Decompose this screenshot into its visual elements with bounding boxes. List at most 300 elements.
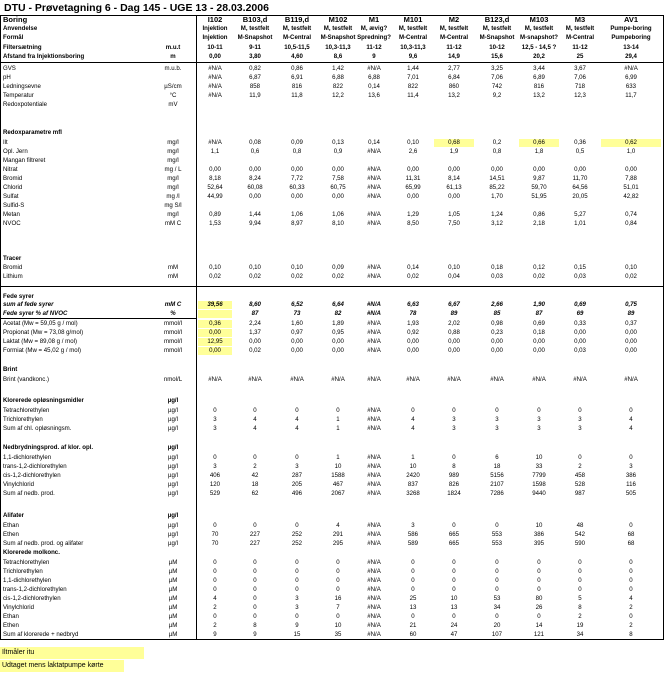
row-label: Sum af nedb. prod.: [3, 490, 55, 497]
table-cell: [319, 101, 357, 109]
table-cell: [561, 444, 599, 452]
table-cell: #N/A: [367, 531, 381, 538]
row-label: Chlorid: [3, 184, 23, 191]
table-cell: [601, 255, 661, 263]
table-cell: 0: [537, 407, 541, 414]
table-cell: 0: [411, 407, 415, 414]
table-cell: 6,67: [448, 301, 460, 308]
row-label: Bromid: [3, 175, 23, 182]
table-cell: 0,00: [198, 329, 232, 337]
table-cell: 68: [627, 531, 635, 538]
table-cell: #N/A: [367, 613, 381, 620]
table-cell: 0,88: [448, 329, 460, 336]
table-cell: [394, 549, 432, 557]
table-row: [1, 347, 664, 355]
table-cell: 11,4: [407, 92, 419, 99]
table-cell: #N/A: [367, 407, 381, 414]
table-cell: M, testfelt: [398, 25, 428, 32]
note-oxygen-meter: Iltmåler itu: [0, 647, 144, 659]
table-cell: 9-11: [249, 44, 261, 51]
row-unit: µg/l: [168, 481, 178, 488]
table-cell: M-Central: [565, 34, 595, 41]
table-cell: 0,18: [491, 264, 503, 271]
table-cell: [561, 202, 599, 210]
table-cell: 3: [629, 463, 633, 470]
table-cell: 39,56: [198, 301, 232, 309]
table-cell: 4: [295, 425, 299, 432]
table-cell: 0: [213, 577, 217, 584]
table-cell: 0: [411, 559, 415, 566]
table-cell: 4: [629, 416, 633, 423]
row-label: sum af fede syrer: [3, 301, 54, 308]
table-cell: 0,00: [407, 193, 419, 200]
table-cell: 20: [493, 622, 501, 629]
table-cell: 120: [209, 481, 221, 488]
table-cell: 2: [629, 622, 633, 629]
row-unit: µg/l: [168, 472, 178, 479]
table-cell: 78: [409, 310, 417, 317]
table-cell: [477, 293, 517, 301]
table-cell: 0: [253, 586, 257, 593]
table-cell: [357, 512, 391, 520]
table-cell: 7286: [490, 490, 504, 497]
table-cell: 89: [450, 310, 458, 317]
table-cell: [319, 512, 357, 520]
row-label: Ilt: [3, 139, 8, 146]
table-cell: 0,95: [332, 329, 344, 336]
row-label: Sum af nedb. prod. og alifater: [3, 540, 84, 547]
row-unit: mg/l: [167, 148, 179, 155]
table-cell: #N/A: [367, 463, 381, 470]
table-row: [1, 329, 664, 337]
row-unit: µM: [168, 604, 178, 611]
table-cell: 1,44: [249, 211, 261, 218]
table-cell: [519, 366, 559, 374]
table-cell: [357, 157, 391, 165]
table-cell: 64,56: [572, 184, 588, 191]
table-cell: 2107: [490, 481, 504, 488]
table-row: [1, 53, 664, 61]
table-cell: M-Snapshot: [237, 34, 273, 41]
table-cell: 0,00: [533, 166, 545, 173]
table-cell: 1,0: [626, 148, 636, 155]
table-cell: [278, 512, 316, 520]
row-label: Propionat (Mw = 73,08 g/mol): [3, 329, 84, 336]
table-cell: 2,02: [448, 320, 460, 327]
table-cell: 87: [251, 310, 259, 317]
table-cell: 6,88: [368, 74, 380, 81]
table-cell: 2067: [331, 490, 345, 497]
table-cell: 0: [253, 568, 257, 575]
table-cell: [477, 255, 517, 263]
table-cell: 467: [332, 481, 344, 488]
table-cell: 860: [448, 83, 460, 90]
table-cell: 8,6: [333, 53, 343, 60]
table-cell: 2: [578, 463, 582, 470]
table-cell: 0: [537, 613, 541, 620]
table-cell: [434, 512, 474, 520]
table-cell: 0: [495, 522, 499, 529]
row-unit: µM: [168, 622, 178, 629]
table-cell: 0: [629, 568, 633, 575]
table-cell: #N/A: [367, 586, 381, 593]
table-cell: 20,2: [533, 53, 545, 60]
table-cell: 0: [411, 568, 415, 575]
table-cell: 13: [409, 604, 417, 611]
row-label: NVOC: [3, 220, 21, 227]
table-cell: 6,64: [332, 301, 344, 308]
table-cell: 1,53: [209, 220, 221, 227]
table-cell: 51,95: [531, 193, 547, 200]
table-cell: 1598: [532, 481, 546, 488]
table-cell: [357, 129, 391, 137]
table-cell: [319, 129, 357, 137]
table-cell: 10: [535, 454, 543, 461]
row-unit: m.u.t: [165, 44, 181, 51]
table-cell: 816: [291, 83, 303, 90]
table-cell: [434, 549, 474, 557]
table-cell: 2,18: [533, 220, 545, 227]
table-cell: #N/A: [208, 139, 222, 146]
table-cell: M-Central: [439, 34, 469, 41]
table-cell: #N/A: [367, 472, 381, 479]
table-cell: [601, 157, 661, 165]
table-cell: 0: [629, 613, 633, 620]
row-unit: mM: [167, 264, 179, 271]
table-row: [1, 613, 664, 621]
table-cell: 0: [213, 613, 217, 620]
table-cell: 116: [626, 481, 636, 488]
table-cell: 0,00: [574, 329, 586, 336]
row-unit: mV: [168, 101, 178, 108]
table-cell: 0: [578, 454, 582, 461]
row-label: Anvendelse: [3, 25, 38, 32]
row-unit: µg/l: [168, 522, 178, 529]
table-cell: [434, 202, 474, 210]
table-cell: 0: [213, 522, 217, 529]
table-cell: 0,10: [448, 264, 460, 271]
table-cell: 0: [411, 613, 415, 620]
table-cell: 0: [452, 454, 456, 461]
table-cell: 0,00: [291, 338, 303, 345]
table-cell: [434, 444, 474, 452]
table-row: [1, 25, 664, 33]
table-row: [1, 293, 664, 301]
table-cell: 52,64: [207, 184, 223, 191]
table-cell: 1588: [331, 472, 345, 479]
row-label: Sum af chl. opløsningsm.: [3, 425, 72, 432]
table-cell: 0: [629, 407, 633, 414]
table-cell: 0,02: [332, 273, 344, 280]
table-cell: [477, 512, 517, 520]
row-label: cis-1,2-dichlorethylen: [3, 472, 61, 479]
row-unit: [151, 366, 195, 374]
table-cell: [235, 157, 275, 165]
table-cell: 989: [448, 472, 460, 479]
table-cell: [394, 202, 432, 210]
table-cell: [561, 397, 599, 405]
table-cell: [319, 157, 357, 165]
table-cell: 0,09: [291, 139, 303, 146]
table-cell: 0,23: [491, 329, 503, 336]
table-cell: [561, 255, 599, 263]
row-label: Nitrat: [3, 166, 18, 173]
table-cell: 0: [253, 522, 257, 529]
row-label: trans-1,2-dichlorethylen: [3, 463, 67, 470]
table-row: [1, 175, 664, 183]
table-cell: 0: [295, 577, 299, 584]
table-cell: 0: [578, 577, 582, 584]
table-cell: 742: [491, 83, 503, 90]
table-cell: 8,24: [249, 175, 261, 182]
table-cell: 61,13: [446, 184, 462, 191]
table-cell: [434, 157, 474, 165]
table-cell: 9: [372, 53, 376, 60]
table-cell: [198, 366, 232, 374]
table-cell: #N/A: [208, 376, 222, 383]
table-cell: 69: [576, 310, 584, 317]
table-cell: [561, 157, 599, 165]
table-row: [1, 444, 664, 452]
table-row: [1, 376, 664, 384]
row-unit: mmol/l: [164, 329, 182, 336]
table-cell: #N/A: [367, 604, 381, 611]
table-cell: 4,60: [291, 53, 303, 60]
table-cell: [235, 397, 275, 405]
table-cell: #N/A: [367, 310, 381, 317]
table-row: [1, 74, 664, 82]
table-cell: 2: [253, 463, 257, 470]
table-cell: 13-14: [623, 44, 639, 51]
table-cell: 1,1: [210, 148, 220, 155]
table-cell: [477, 101, 517, 109]
table-cell: Injektion: [202, 25, 228, 32]
table-cell: 9: [295, 622, 299, 629]
table-cell: #N/A: [367, 329, 381, 336]
table-cell: 82: [334, 310, 342, 317]
table-row: [1, 416, 664, 424]
row-label: Sulfat: [3, 193, 19, 200]
table-cell: 0,02: [291, 273, 303, 280]
table-row: [1, 65, 664, 73]
table-row: [1, 139, 664, 147]
table-cell: 6,89: [533, 74, 545, 81]
table-cell: 0: [213, 407, 217, 414]
table-cell: 0: [295, 454, 299, 461]
row-label: Metan: [3, 211, 20, 218]
row-label: Trichlorethylen: [3, 416, 43, 423]
table-cell: [601, 512, 661, 520]
table-cell: M, testfelt: [323, 25, 353, 32]
table-cell: 6: [495, 454, 499, 461]
row-label: Tetrachlorethylen: [3, 559, 50, 566]
table-cell: [477, 157, 517, 165]
table-cell: 0: [578, 568, 582, 575]
table-cell: [357, 255, 391, 263]
table-cell: 9,87: [533, 175, 545, 182]
table-cell: 0,00: [574, 166, 586, 173]
table-cell: 0,18: [533, 329, 545, 336]
table-cell: 11-12: [366, 44, 382, 51]
table-cell: #N/A: [208, 92, 222, 99]
table-row: [1, 568, 664, 576]
table-cell: 0,89: [209, 211, 221, 218]
table-cell: 2: [629, 604, 633, 611]
table-cell: 1,06: [291, 211, 303, 218]
row-unit: µg/l: [168, 531, 178, 538]
table-cell: 7,88: [625, 175, 637, 182]
row-label: Alifater: [3, 512, 24, 519]
table-cell: 7,06: [491, 74, 503, 81]
table-cell: 0,10: [407, 139, 419, 146]
table-row: [1, 631, 664, 639]
table-cell: [278, 157, 316, 165]
table-row: [1, 577, 664, 585]
table-cell: 5: [578, 595, 582, 602]
table-row: [1, 264, 664, 272]
table-cell: #N/A: [367, 425, 381, 432]
table-cell: 0,00: [291, 347, 303, 354]
table-row: [1, 301, 664, 309]
table-cell: 4: [336, 522, 340, 529]
table-cell: #N/A: [331, 376, 345, 383]
table-cell: 287: [291, 472, 303, 479]
table-row: [1, 129, 664, 137]
table-cell: [319, 444, 357, 452]
table-cell: 0: [411, 577, 415, 584]
table-cell: 542: [574, 531, 586, 538]
row-label: GVS: [3, 65, 16, 72]
table-cell: [477, 549, 517, 557]
row-label: Boring: [3, 16, 28, 24]
table-cell: 0,97: [291, 329, 303, 336]
table-cell: 0,02: [625, 273, 637, 280]
row-label: Opl. Jern: [3, 148, 28, 155]
row-label: Fede syrer: [3, 293, 34, 300]
table-row: [1, 310, 664, 318]
table-cell: 987: [574, 490, 586, 497]
row-unit: µg/l: [167, 512, 179, 519]
table-cell: 0,00: [625, 338, 637, 345]
table-cell: 406: [209, 472, 221, 479]
table-cell: [319, 549, 357, 557]
table-cell: 1,90: [533, 301, 545, 308]
table-cell: 60: [409, 631, 417, 638]
table-cell: 0: [336, 577, 340, 584]
table-cell: 0: [295, 613, 299, 620]
table-cell: 0,08: [249, 139, 261, 146]
table-cell: [519, 101, 559, 109]
table-cell: 2,24: [249, 320, 261, 327]
table-cell: [601, 549, 661, 557]
table-cell: 65,99: [405, 184, 421, 191]
table-cell: 665: [448, 540, 460, 547]
table-cell: 0: [253, 613, 257, 620]
table-cell: [601, 397, 661, 405]
row-label: trans-1,2-dichlorethylen: [3, 586, 67, 593]
table-cell: [357, 444, 391, 452]
row-label: Sum af klorerede + nedbryd: [3, 631, 79, 638]
table-cell: [319, 366, 357, 374]
table-cell: 2420: [406, 472, 420, 479]
table-row: [1, 559, 664, 567]
table-cell: 0,37: [625, 320, 637, 327]
table-cell: 3: [578, 425, 582, 432]
table-cell: 121: [533, 631, 545, 638]
table-cell: 3: [452, 425, 456, 432]
table-cell: [235, 202, 275, 210]
table-cell: #N/A: [367, 175, 381, 182]
table-cell: 3,67: [574, 65, 586, 72]
row-unit: µg/l: [168, 416, 178, 423]
table-cell: #N/A: [367, 320, 381, 327]
table-cell: 822: [332, 83, 344, 90]
table-cell: 0,66: [519, 139, 559, 147]
table-cell: 395: [533, 540, 545, 547]
table-cell: [198, 512, 232, 520]
row-unit: %: [170, 310, 176, 317]
table-cell: 7,50: [448, 220, 460, 227]
row-label: Laktat (Mw = 89,08 g / mol): [3, 338, 78, 345]
table-cell: 0,00: [625, 347, 637, 354]
table-row: [1, 540, 664, 548]
table-cell: 0: [629, 559, 633, 566]
table-cell: 0,00: [533, 347, 545, 354]
table-cell: 12,5 - 14,5 ?: [521, 44, 557, 51]
table-row: [1, 512, 664, 520]
table-cell: [319, 397, 357, 405]
data-table: [0, 15, 664, 640]
table-cell: #N/A: [367, 220, 381, 227]
table-cell: 0: [295, 559, 299, 566]
table-cell: 11,9: [249, 92, 261, 99]
table-cell: 295: [332, 540, 344, 547]
table-cell: 0,74: [625, 211, 637, 218]
table-cell: 35: [334, 631, 342, 638]
row-unit: µM: [168, 577, 178, 584]
table-cell: [357, 397, 391, 405]
table-cell: 0: [253, 577, 257, 584]
table-cell: 89: [627, 310, 635, 317]
table-cell: [519, 157, 559, 165]
table-cell: [357, 366, 391, 374]
table-cell: #N/A: [367, 559, 381, 566]
table-cell: [477, 366, 517, 374]
table-row: [1, 366, 664, 374]
row-unit: mg/l: [167, 211, 179, 218]
row-label: Mangan filtreret: [3, 157, 46, 164]
table-cell: 529: [209, 490, 221, 497]
table-cell: #N/A: [367, 416, 381, 423]
table-cell: 6,91: [291, 74, 303, 81]
table-cell: 2,77: [448, 65, 460, 72]
row-unit: m.u.b.: [164, 65, 182, 72]
table-row: [1, 148, 664, 156]
table-cell: 8,97: [291, 220, 303, 227]
table-cell: 8: [629, 631, 633, 638]
table-cell: 11,70: [572, 175, 588, 182]
table-cell: [198, 444, 232, 452]
row-unit: µM: [168, 595, 178, 602]
table-cell: #N/A: [573, 376, 587, 383]
table-cell: Spredning?: [357, 34, 391, 41]
table-cell: [278, 397, 316, 405]
table-cell: [319, 255, 357, 263]
row-unit: mg /l: [166, 193, 180, 200]
table-cell: 0: [495, 407, 499, 414]
table-cell: #N/A: [290, 376, 304, 383]
row-unit: µg/l: [168, 540, 178, 547]
